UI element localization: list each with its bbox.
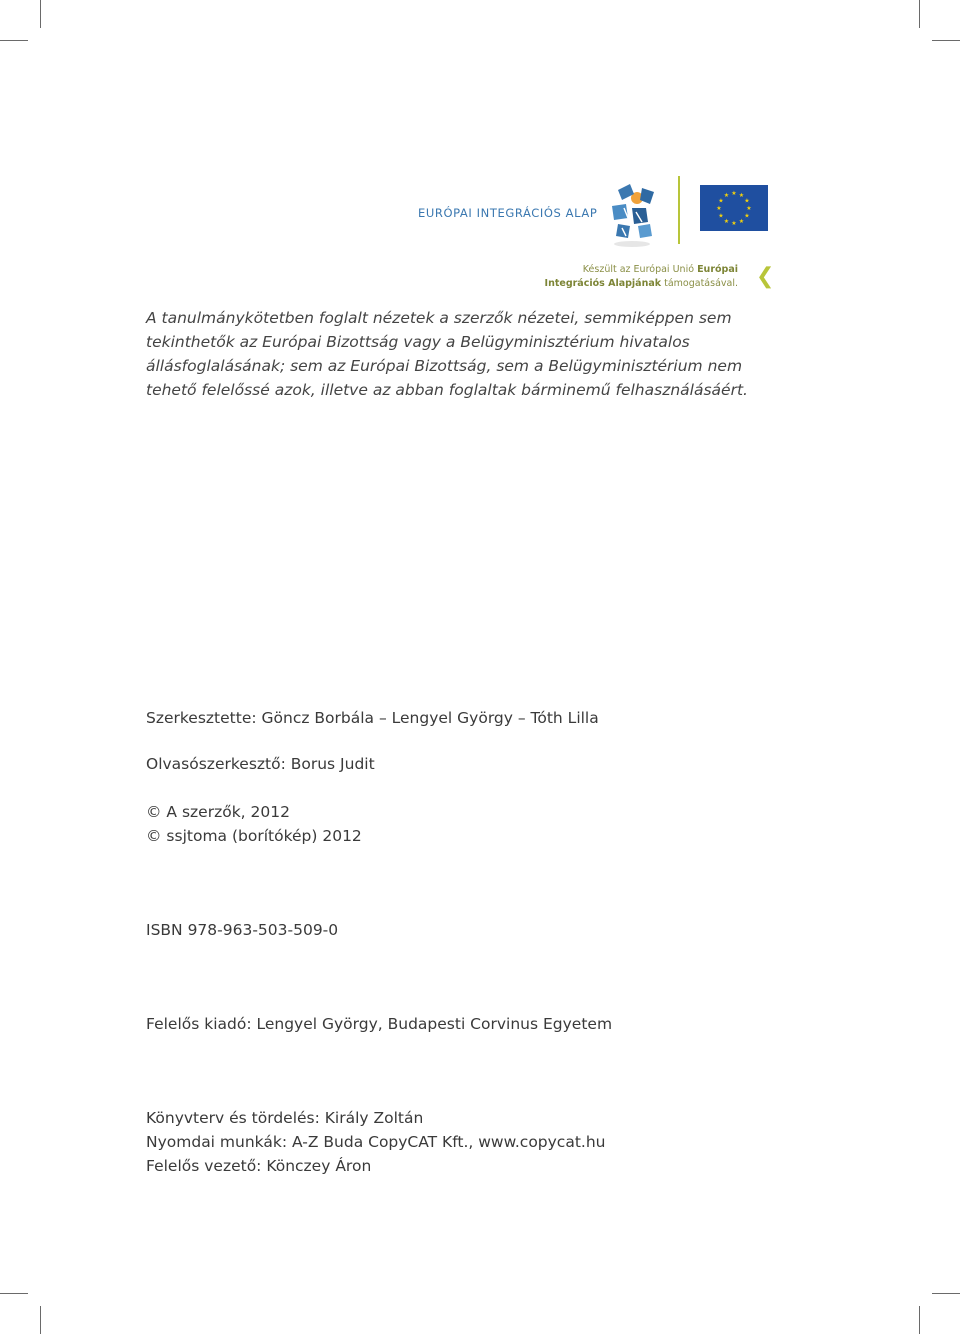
svg-text:★: ★	[744, 212, 750, 220]
crop-mark	[932, 1293, 960, 1294]
funding-line2-normal: támogatásával.	[664, 278, 738, 289]
svg-text:★: ★	[746, 205, 752, 212]
funding-line2-bold: Integrációs Alapjának	[544, 278, 662, 289]
svg-text:★: ★	[718, 212, 724, 220]
svg-text:★: ★	[723, 192, 730, 199]
svg-text:★: ★	[716, 205, 722, 212]
crop-mark	[40, 0, 41, 28]
crop-mark	[0, 40, 28, 41]
svg-text:★: ★	[718, 197, 724, 205]
logo-row	[400, 176, 780, 256]
isbn-line: ISBN 978-963-503-509-0	[146, 921, 339, 939]
editors-line: Szerkesztette: Göncz Borbála – Lengyel György – Tóth Lilla	[146, 709, 599, 727]
proofreader-line: Olvasószerkesztő: Borus Judit	[146, 755, 375, 773]
design-line: Könyvterv és tördelés: Király Zoltán	[146, 1109, 424, 1127]
crop-mark	[0, 1293, 28, 1294]
printing-line: Nyomdai munkák: A-Z Buda CopyCAT Kft., www.copycat.hu	[146, 1133, 606, 1151]
funding-line1-normal: Készült az Európai Unió	[582, 264, 695, 275]
funding-line1-bold: Európai	[697, 264, 738, 275]
disclaimer-text: A tanulmánykötetben foglalt nézetek a szerzők nézetei, semmiképpen sem tekinthetők az Európai Bizottság vagy a Belügyminisztérium hivatalos állásfoglalásának; sem az Európai Bizottság, sem a Belügyminisztérium nem tehető felelőssé azok, illetve az abban foglaltak bárminemű felhasználásáért.	[146, 309, 748, 399]
svg-text:★: ★	[723, 218, 730, 225]
svg-text:★: ★	[738, 218, 745, 225]
eu-flag-icon	[700, 185, 768, 231]
crop-mark	[919, 1306, 920, 1334]
copyright-authors-line: © A szerzők, 2012	[146, 803, 290, 821]
svg-text:★: ★	[744, 197, 750, 205]
fund-label: EURÓPAI INTEGRÁCIÓS ALAP	[418, 206, 598, 220]
svg-text:★: ★	[731, 190, 737, 197]
svg-text:★: ★	[738, 192, 745, 199]
chevron-left-icon: ❮	[756, 264, 775, 289]
publisher-line: Felelős kiadó: Lengyel György, Budapesti Corvinus Egyetem	[146, 1015, 613, 1033]
svg-text:★: ★	[731, 220, 737, 227]
crop-mark	[40, 1306, 41, 1334]
logo-divider	[678, 176, 680, 244]
funding-note	[545, 263, 738, 291]
integration-fund-logo-icon	[604, 178, 660, 250]
copyright-cover-line: © ssjtoma (borítókép) 2012	[146, 827, 362, 845]
manager-line: Felelős vezető: Könczey Áron	[146, 1157, 372, 1175]
crop-mark	[919, 0, 920, 28]
crop-mark	[932, 40, 960, 41]
